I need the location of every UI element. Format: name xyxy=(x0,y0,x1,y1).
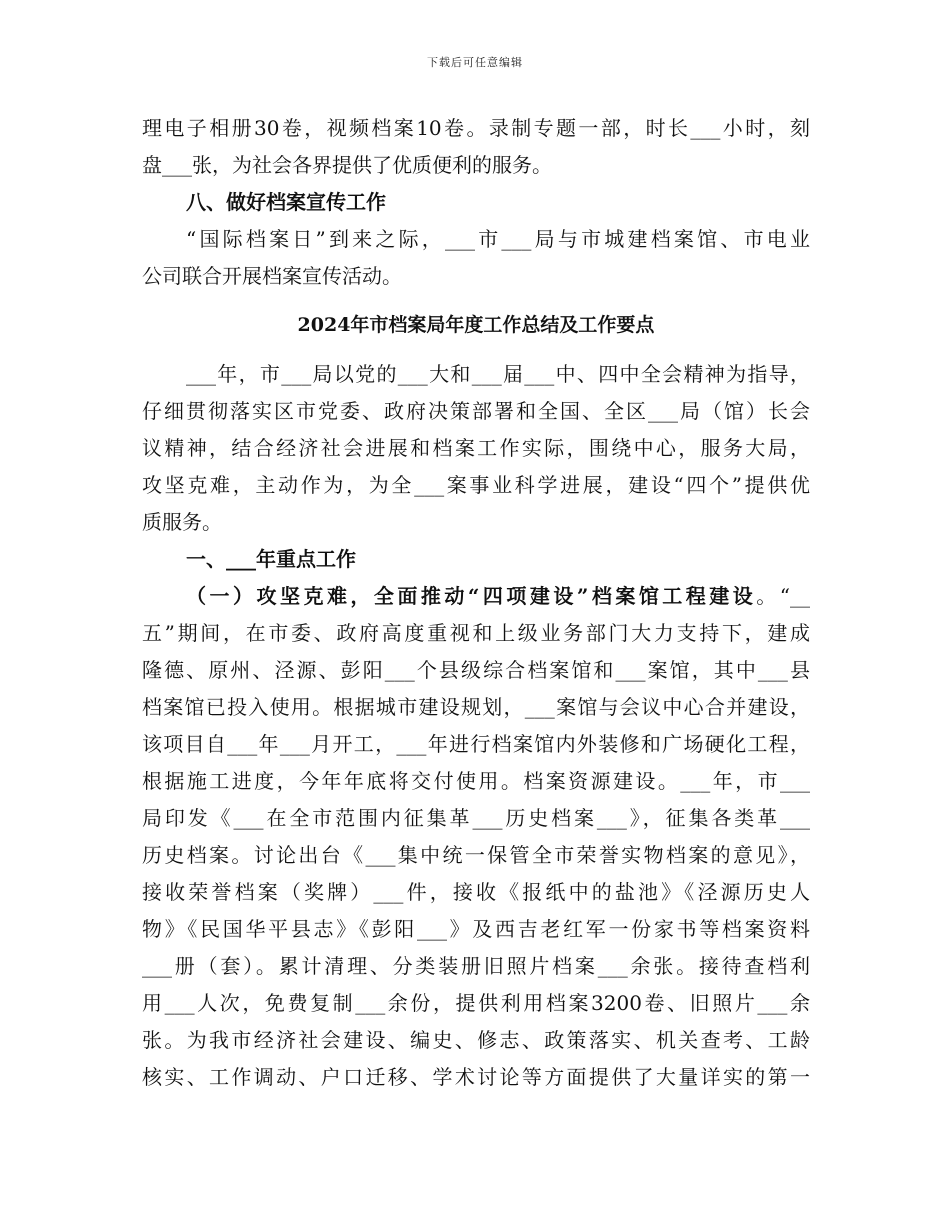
text-line: 局印发《___在全市范围内征集革___历史档案___》，征集各类革___ xyxy=(142,806,810,830)
text-line: ___年，市___局以党的___大和___届___中、四中全会精神为指导， xyxy=(186,362,810,386)
text-line: 历史档案。讨论出台《___集中统一保管全市荣誉实物档案的意见》， xyxy=(142,843,810,867)
text-line: 用___人次，免费复制___余份，提供利用档案3200卷、旧照片___余 xyxy=(142,991,810,1015)
text-line: 物》《民国华平县志》《彭阳___》及西吉老红军一份家书等档案资料 xyxy=(142,917,810,941)
text-line: 攻坚克难，主动作为，为全___案事业科学进展，建设“四个”提供优 xyxy=(142,473,810,497)
text-line: 张。为我市经济社会建设、编史、修志、政策落实、机关查考、工龄 xyxy=(142,1028,810,1052)
text-line: 隆德、原州、泾源、彭阳___个县级综合档案馆和___案馆，其中___县 xyxy=(142,658,810,682)
document-body xyxy=(142,110,810,1096)
text-line: 根据施工进度，今年年底将交付使用。档案资源建设。___年，市___ xyxy=(142,769,810,793)
subsection-heading: （一）攻坚克难，全面推动“四项建设”档案馆工程建设 xyxy=(186,584,757,608)
text-line: ___册（套）。累计清理、分类装册旧照片档案___余张。接待查档利 xyxy=(142,954,810,978)
paragraph-continuation xyxy=(142,110,810,184)
text-line: 核实、工作调动、户口迁移、学术讨论等方面提供了大量详实的第一 xyxy=(142,1065,810,1089)
page-header: 下载后可任意编辑 xyxy=(427,56,523,69)
text-line: 五”期间，在市委、政府高度重视和上级业务部门大力支持下，建成 xyxy=(142,621,810,645)
text-line: 理电子相册30卷，视频档案10卷。录制专题一部，时长___小时，刻 xyxy=(142,116,810,140)
text-line: 接收荣誉档案（奖牌）___件，接收《报纸中的盐池》《泾源历史人 xyxy=(142,880,810,904)
text-line: 该项目自___年___月开工，___年进行档案馆内外装修和广场硬化工程， xyxy=(142,732,810,756)
text-line xyxy=(142,578,810,615)
text-line: 盘___张，为社会各界提供了优质便利的服务。 xyxy=(142,153,552,177)
text-line: 公司联合开展档案宣传活动。 xyxy=(142,264,402,288)
text-line: 仔细贯彻落实区市党委、政府决策部署和全国、全区___局（馆）长会 xyxy=(142,399,810,423)
paragraph-intro xyxy=(142,356,810,541)
text-line: “国际档案日”到来之际，___市___局与市城建档案馆、市电业 xyxy=(186,227,810,251)
text-run: 。“__ xyxy=(756,584,810,608)
paragraph-key-work xyxy=(142,578,810,1096)
paragraph-archive-day xyxy=(142,221,810,295)
text-line: 档案馆已投入使用。根据城市建设规划，___案馆与会议中心合并建设， xyxy=(142,695,810,719)
section-heading-8: 八、做好档案宣传工作 xyxy=(186,190,386,214)
document-title: 2024年市档案局年度工作总结及工作要点 xyxy=(297,314,655,336)
text-line: 议精神，结合经济社会进展和档案工作实际，围绕中心，服务大局， xyxy=(142,436,810,460)
text-line: 质服务。 xyxy=(142,510,222,534)
section-heading-1: 一、___年重点工作 xyxy=(186,547,356,571)
